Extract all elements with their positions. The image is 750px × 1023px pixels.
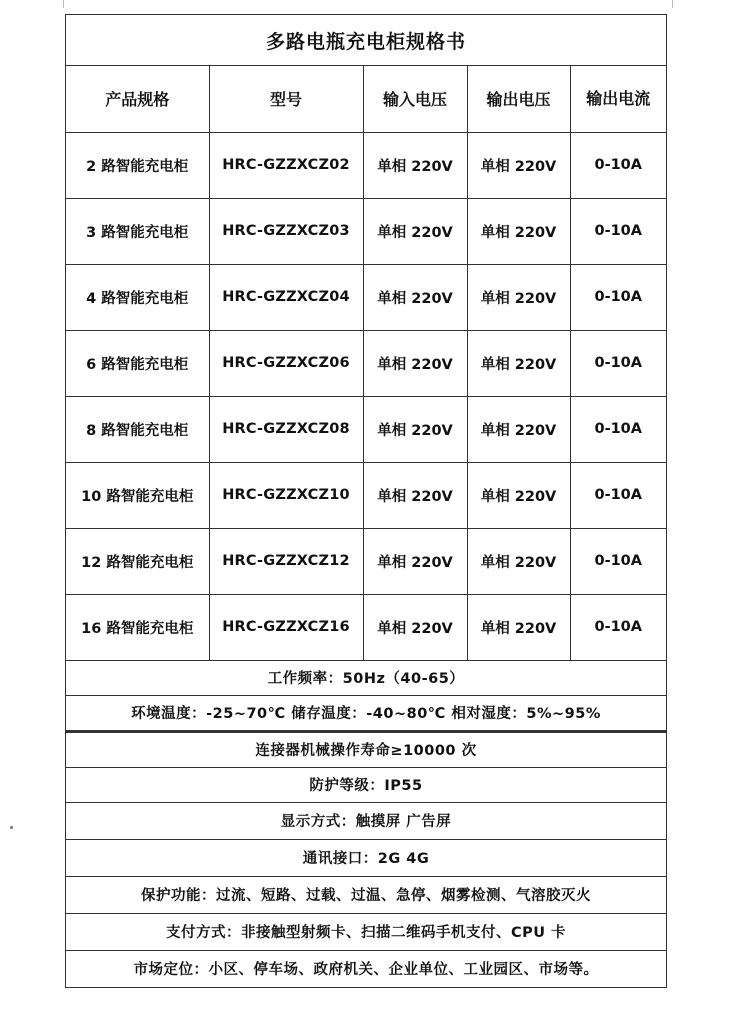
cell-output-voltage: 单相 220V bbox=[467, 198, 570, 264]
cell-input-voltage: 单相 220V bbox=[363, 462, 467, 528]
cell-input-voltage: 单相 220V bbox=[363, 132, 467, 198]
cell-spec: 8 路智能充电柜 bbox=[66, 396, 209, 462]
info-market: 市场定位：小区、停车场、政府机关、企业单位、工业园区、市场等。 bbox=[133, 962, 599, 978]
info-payment: 支付方式：非接触型射频卡、扫描二维码手机支付、CPU 卡 bbox=[66, 914, 666, 951]
cell-input-voltage: 单相 220V bbox=[363, 198, 467, 264]
cell-model: HRC-GZZXCZ06 bbox=[209, 330, 363, 396]
table-row bbox=[66, 462, 666, 528]
page-corner-mark bbox=[672, 0, 683, 8]
table-row bbox=[66, 264, 666, 330]
header-output-current: 输出电流 bbox=[570, 66, 666, 132]
spec-sheet bbox=[65, 14, 667, 988]
cell-output-current: 0-10A bbox=[570, 132, 666, 198]
cell-model: HRC-GZZXCZ12 bbox=[209, 528, 363, 594]
page-corner-mark bbox=[55, 0, 64, 8]
info-frequency: 工作频率：50Hz（40-65） bbox=[66, 661, 666, 696]
cell-input-voltage: 单相 220V bbox=[363, 264, 467, 330]
cell-output-current: 0-10A bbox=[570, 462, 666, 528]
cell-output-voltage: 单相 220V bbox=[467, 462, 570, 528]
table-row bbox=[66, 396, 666, 462]
info-comm: 通讯接口：2G 4G bbox=[66, 840, 666, 877]
cell-spec: 6 路智能充电柜 bbox=[66, 330, 209, 396]
info-protection-func: 保护功能：过流、短路、过载、过温、急停、烟雾检测、气溶胶灭火 bbox=[66, 877, 666, 914]
cell-spec: 16 路智能充电柜 bbox=[66, 594, 209, 660]
cell-spec: 3 路智能充电柜 bbox=[66, 198, 209, 264]
cell-output-current: 0-10A bbox=[570, 198, 666, 264]
cell-output-current: 0-10A bbox=[570, 264, 666, 330]
header-spec: 产品规格 bbox=[66, 66, 209, 132]
cell-input-voltage: 单相 220V bbox=[363, 396, 467, 462]
cell-spec: 10 路智能充电柜 bbox=[66, 462, 209, 528]
table-header-row bbox=[66, 66, 666, 132]
info-display: 显示方式：触摸屏 广告屏 bbox=[66, 803, 666, 840]
sheet-title: 多路电瓶充电柜规格书 bbox=[66, 15, 666, 66]
info-protection-grade: 防护等级：IP55 bbox=[66, 768, 666, 803]
table-row bbox=[66, 528, 666, 594]
cell-spec: 12 路智能充电柜 bbox=[66, 528, 209, 594]
info-lifetime: 连接器机械操作寿命≥10000 次 bbox=[66, 731, 666, 768]
header-output-voltage: 输出电压 bbox=[467, 66, 570, 132]
cell-output-current: 0-10A bbox=[570, 396, 666, 462]
cell-input-voltage: 单相 220V bbox=[363, 330, 467, 396]
table-row bbox=[66, 132, 666, 198]
cell-input-voltage: 单相 220V bbox=[363, 528, 467, 594]
cell-output-current: 0-10A bbox=[570, 528, 666, 594]
cell-model: HRC-GZZXCZ02 bbox=[209, 132, 363, 198]
info-environment: 环境温度：-25~70℃ 储存温度：-40~80℃ 相对湿度：5%~95% bbox=[66, 696, 666, 731]
cell-model: HRC-GZZXCZ03 bbox=[209, 198, 363, 264]
cell-spec: 4 路智能充电柜 bbox=[66, 264, 209, 330]
header-model: 型号 bbox=[209, 66, 363, 132]
cell-output-voltage: 单相 220V bbox=[467, 594, 570, 660]
spec-table bbox=[66, 66, 666, 661]
cell-output-voltage: 单相 220V bbox=[467, 330, 570, 396]
cell-input-voltage: 单相 220V bbox=[363, 594, 467, 660]
cell-output-voltage: 单相 220V bbox=[467, 528, 570, 594]
cell-output-voltage: 单相 220V bbox=[467, 396, 570, 462]
header-input-voltage: 输入电压 bbox=[363, 66, 467, 132]
table-row bbox=[66, 330, 666, 396]
cell-model: HRC-GZZXCZ10 bbox=[209, 462, 363, 528]
cell-model: HRC-GZZXCZ04 bbox=[209, 264, 363, 330]
cell-output-voltage: 单相 220V bbox=[467, 132, 570, 198]
table-row bbox=[66, 594, 666, 660]
cell-output-current: 0-10A bbox=[570, 594, 666, 660]
cell-output-voltage: 单相 220V bbox=[467, 264, 570, 330]
table-row bbox=[66, 198, 666, 264]
cell-output-current: 0-10A bbox=[570, 330, 666, 396]
cell-model: HRC-GZZXCZ16 bbox=[209, 594, 363, 660]
margin-dot bbox=[10, 826, 13, 829]
cell-spec: 2 路智能充电柜 bbox=[66, 132, 209, 198]
cell-model: HRC-GZZXCZ08 bbox=[209, 396, 363, 462]
